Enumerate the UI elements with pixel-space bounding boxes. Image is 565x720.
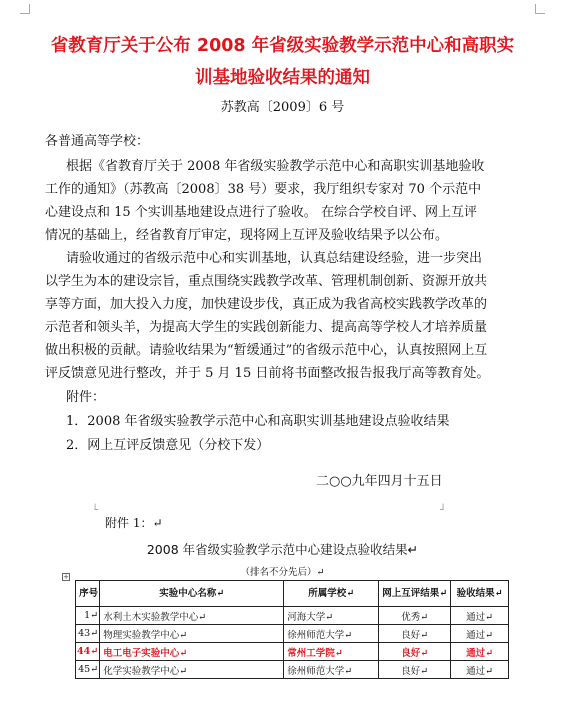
paragraph-1-line: 工作的通知》（苏教高〔2008〕38 号）要求，我厅组织专家对 70 个示范中 [45, 182, 482, 197]
paragraph-1-line: 情况的基础上，经省教育厅审定，现将网上互评及验收结果予以公布。 [45, 228, 449, 243]
header-no: 序号 [76, 581, 100, 607]
margin-mark-top-left [20, 4, 30, 14]
header-result: 验收结果↵ [451, 581, 509, 607]
cell-no: 1↵ [76, 607, 100, 625]
document-date: 二○○九年四月十五日 [316, 474, 443, 489]
cell-no: 44↵ [76, 643, 100, 661]
cell-center: 电工电子实验中心↵ [100, 643, 284, 661]
attachment-item: 2．网上互评反馈意见（分校下发） [66, 438, 270, 453]
table-row [76, 625, 509, 643]
header-school: 所属学校↵ [284, 581, 379, 607]
salutation: 各普通高等学校： [45, 134, 150, 149]
cell-no: 43↵ [76, 625, 100, 643]
table-row-highlighted [76, 643, 509, 661]
cell-center: 化学实验教学中心↵ [100, 661, 284, 679]
paragraph-2-line: 评反馈意见进行整改，并于 5 月 15 日前将书面整改报告报我厅高等教育处。 [45, 366, 490, 381]
cell-result: 通过↵ [451, 643, 509, 661]
results-table [75, 580, 509, 679]
header-eval: 网上互评结果↵ [379, 581, 451, 607]
margin-mark-top-right [535, 4, 545, 14]
cell-school: 常州工学院↵ [284, 643, 379, 661]
attachment-1-label: 附件 1：↵ [105, 516, 163, 530]
cell-eval: 良好↵ [379, 625, 451, 643]
cell-school: 徐州师范大学↵ [284, 625, 379, 643]
cell-eval: 良好↵ [379, 661, 451, 679]
table-move-handle-icon[interactable]: + [63, 573, 69, 581]
document-number: 苏教高〔2009〕6 号 [220, 100, 345, 115]
attachment-item: 1．2008 年省级实验教学示范中心和高职实训基地建设点验收结果 [66, 414, 450, 429]
cell-eval: 良好↵ [379, 643, 451, 661]
cell-result: 通过↵ [451, 625, 509, 643]
table-note: （排名不分先后）↵ [240, 567, 325, 578]
paragraph-1-line: 心建设点和 15 个实训基地建设点进行了验收。 在综合学校自评、网上互评 [45, 205, 477, 220]
cell-center: 物理实验教学中心↵ [100, 625, 284, 643]
margin-mark: ┘ [440, 505, 447, 516]
cell-result: 通过↵ [451, 607, 509, 625]
table-row [76, 661, 509, 679]
document-title-line-1: 省教育厅关于公布 2008 年省级实验教学示范中心和高职实 [50, 36, 515, 56]
cell-school: 徐州师范大学↵ [284, 661, 379, 679]
cell-result: 通过↵ [451, 661, 509, 679]
table-row [76, 607, 509, 625]
header-center: 实验中心名称↵ [100, 581, 284, 607]
cell-school: 河海大学↵ [284, 607, 379, 625]
attachments-label: 附件： [66, 390, 106, 405]
margin-mark: └ [92, 505, 99, 516]
paragraph-2-line: 请验收通过的省级示范中心和实训基地，认真总结建设经验，进一步突出 [66, 251, 483, 266]
cell-center: 水利土木实验教学中心↵ [100, 607, 284, 625]
table-header-row [76, 581, 509, 607]
paragraph-1-line: 根据《省教育厅关于 2008 年省级实验教学示范中心和高职实训基地验收 [66, 159, 485, 174]
paragraph-2-line: 享等方面，加大投入力度，加快建设步伐，真正成为我省高校实践教学改革的 [45, 297, 488, 312]
cell-eval: 优秀↵ [379, 607, 451, 625]
paragraph-2-line: 做出积极的贡献。请验收结果为“暂缓通过”的省级示范中心，认真按照网上互 [45, 343, 488, 358]
paragraph-2-line: 以学生为本的建设宗旨，重点围绕实践教学改革、管理机制创新、资源开放共 [45, 274, 488, 289]
table-title: 2008 年省级实验教学示范中心建设点验收结果↵ [146, 542, 419, 557]
paragraph-2-line: 示范者和领头羊，为提高大学生的实践创新能力、提高高等学校人才培养质量 [45, 320, 488, 335]
cell-no: 45↵ [76, 661, 100, 679]
document-title-line-2: 训基地验收结果的通知 [195, 68, 370, 88]
